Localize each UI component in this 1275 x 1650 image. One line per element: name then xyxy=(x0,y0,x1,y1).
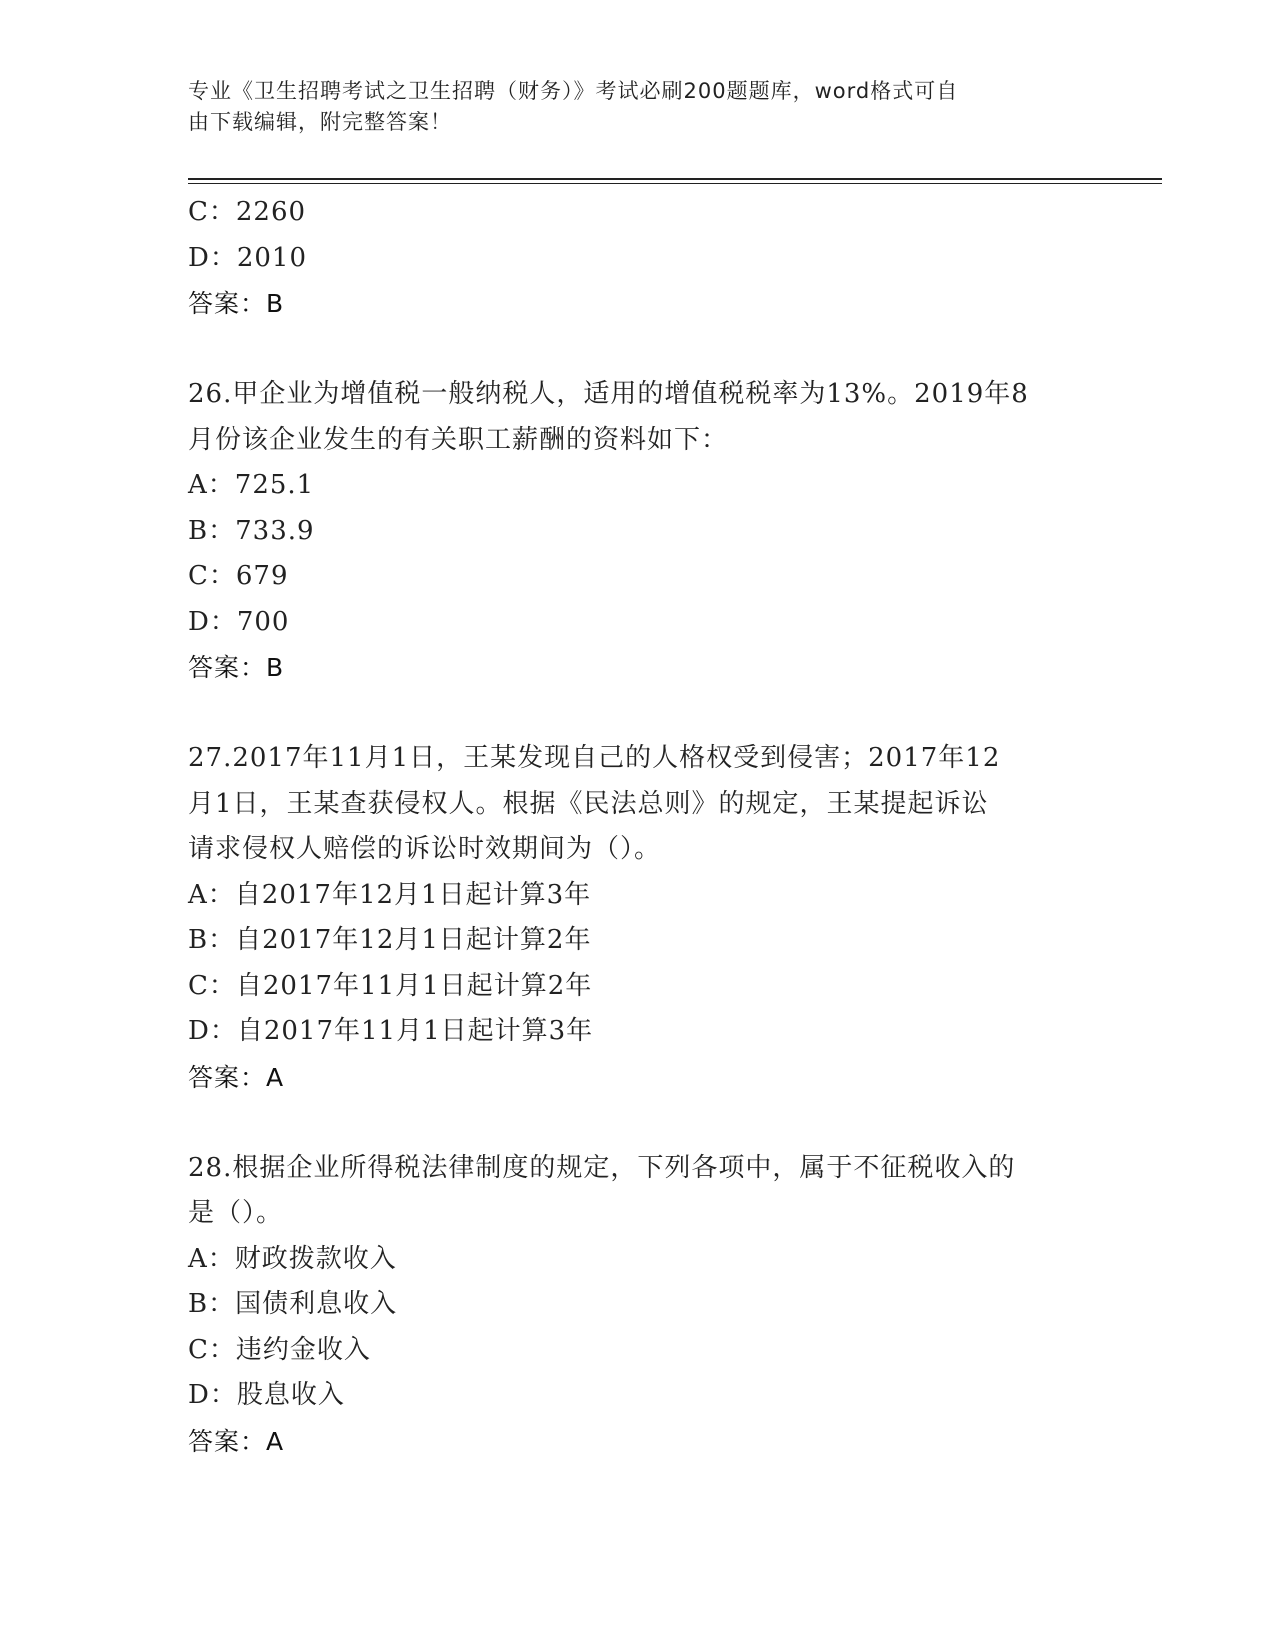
question-27 xyxy=(188,736,1088,1100)
option-d: D：股息收入 xyxy=(188,1380,345,1410)
question-stem-line: 月份该企业发生的有关职工薪酬的资料如下： xyxy=(188,424,729,455)
header-line-2: 由下载编辑，附完整答案！ xyxy=(188,110,452,134)
spacer xyxy=(188,1100,1088,1146)
question-stem-line: 28.根据企业所得税法律制度的规定，下列各项中，属于不征税收入的 xyxy=(188,1152,1016,1183)
answer-line: 答案：A xyxy=(188,1426,285,1456)
option-b: B：自2017年12月1日起计算2年 xyxy=(188,925,592,955)
option-a: A：725.1 xyxy=(188,470,315,500)
question-28 xyxy=(188,1146,1088,1465)
answer-line: 答案：B xyxy=(188,653,285,682)
header-divider-thick xyxy=(188,178,1162,180)
document-header xyxy=(188,76,1068,138)
spacer xyxy=(188,327,1088,373)
header-line-1: 专业《卫生招聘考试之卫生招聘（财务）》考试必刷200题题库，word格式可自 xyxy=(188,79,959,103)
spacer xyxy=(188,691,1088,737)
question-stem-line: 月1日，王某查获侵权人。根据《民法总则》的规定，王某提起诉讼 xyxy=(188,788,989,819)
question-26 xyxy=(188,372,1088,691)
option-c: C：违约金收入 xyxy=(188,1334,371,1365)
prev-question-tail xyxy=(188,190,1088,327)
answer-line: 答案：B xyxy=(188,289,285,318)
option-c: C：自2017年11月1日起计算2年 xyxy=(188,970,593,1001)
question-stem-line: 26.甲企业为增值税一般纳税人，适用的增值税税率为13%。2019年8 xyxy=(188,379,1029,409)
option-c: C：2260 xyxy=(188,197,307,227)
option-d: D：700 xyxy=(188,606,290,637)
option-d: D：自2017年11月1日起计算3年 xyxy=(188,1016,594,1046)
answer-line: 答案：A xyxy=(188,1062,285,1092)
option-d: D：2010 xyxy=(188,242,308,273)
option-b: B：733.9 xyxy=(188,515,315,546)
question-stem-line: 27.2017年11月1日，王某发现自己的人格权受到侵害；2017年12 xyxy=(188,743,1001,773)
question-stem-line: 请求侵权人赔偿的诉讼时效期间为（）。 xyxy=(188,834,662,864)
question-stem-line: 是（）。 xyxy=(188,1198,284,1228)
option-a: A：财政拨款收入 xyxy=(188,1243,397,1274)
option-b: B：国债利息收入 xyxy=(188,1289,398,1319)
option-a: A：自2017年12月1日起计算3年 xyxy=(188,879,592,910)
document-body xyxy=(188,190,1088,1464)
option-c: C：679 xyxy=(188,561,289,591)
header-divider-thin xyxy=(188,183,1162,184)
